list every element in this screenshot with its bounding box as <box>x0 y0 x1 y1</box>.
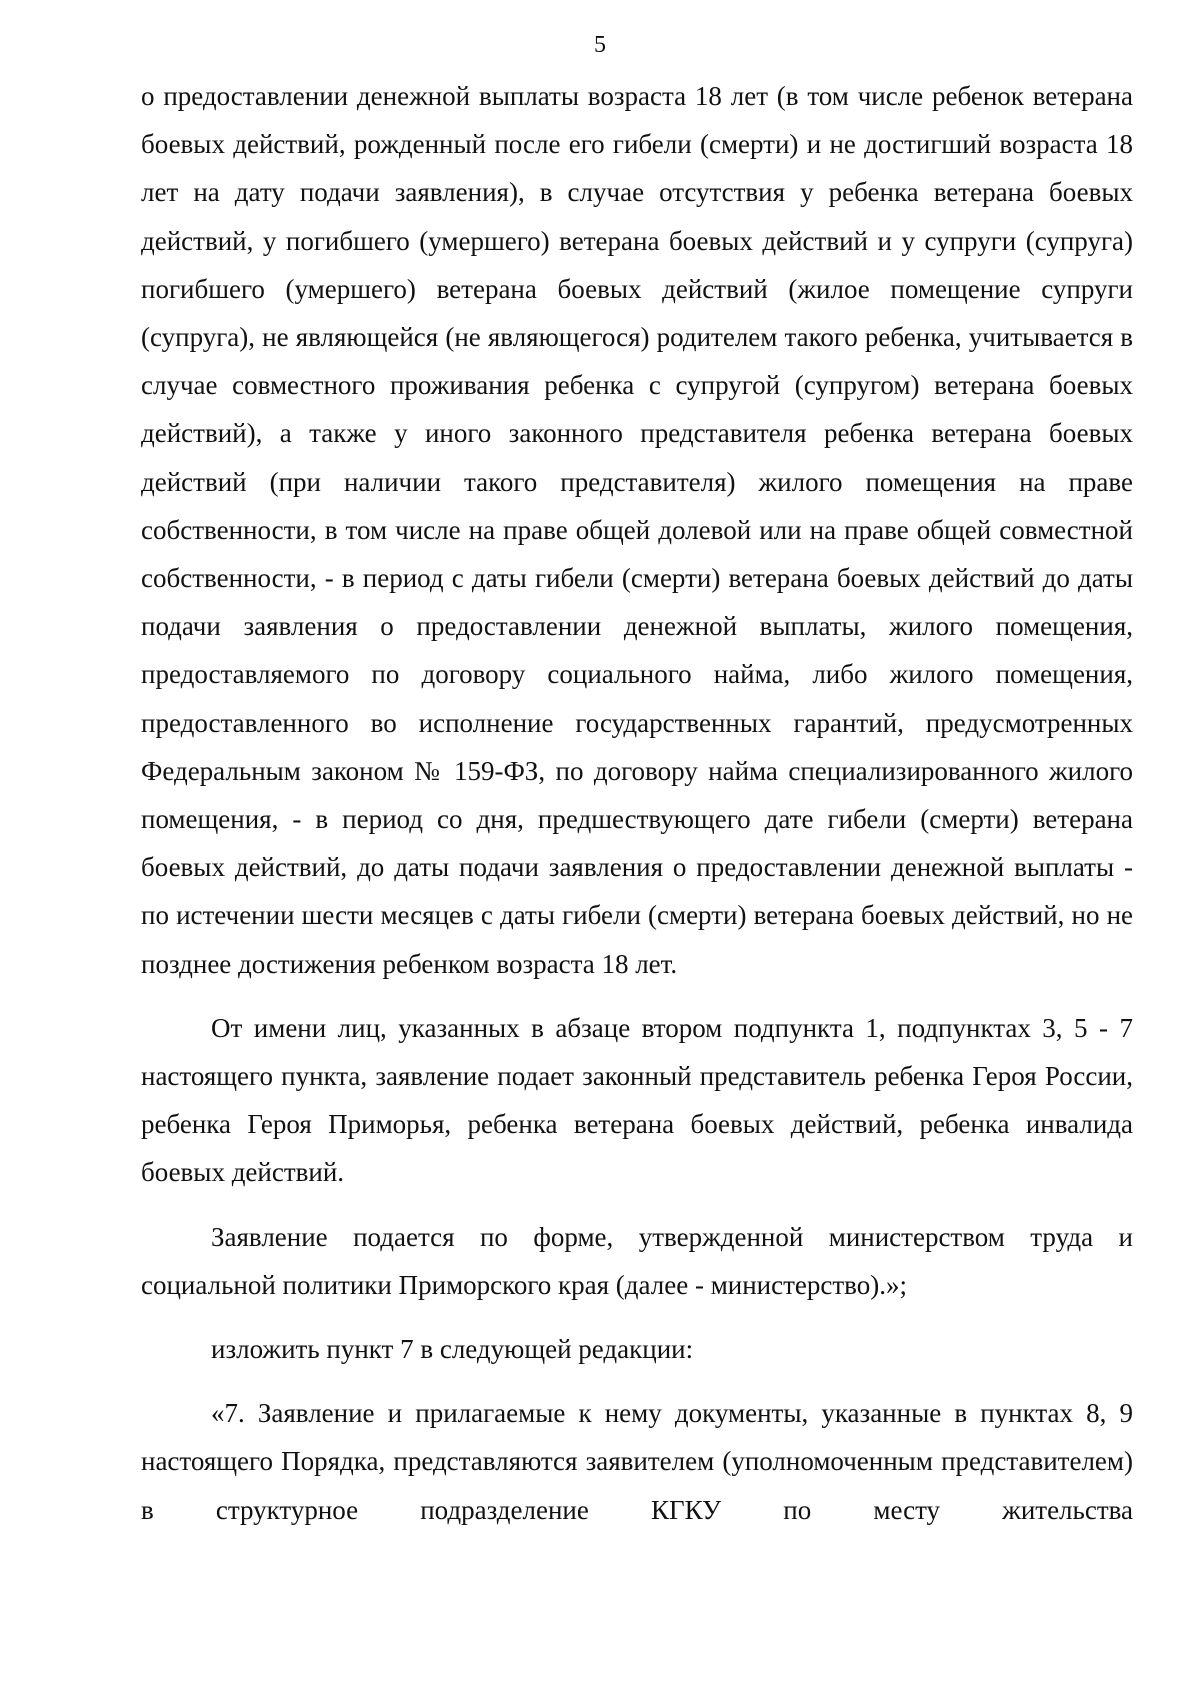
paragraph-4: изложить пункт 7 в следующей редакции: <box>211 1334 694 1365</box>
document-body <box>141 72 1133 1534</box>
paragraph-5: «7. Заявление и прилагаемые к нему документы, указанные в пунктах 8, 9 настоящего Порядка, представляются заявителем (уполномоченным представителем) в структурное подразделение КГКУ по месту жительства <box>141 1398 1133 1525</box>
paragraph-1: о предоставлении денежной выплаты возраста 18 лет (в том числе ребенок ветерана боевых действий, рожденный после его гибели (смерти) и не достигший возраста 18 лет на дату подачи заявления), в случае отсутствия у ребенка ветерана боевых действий, у погибшего (умершего) ветерана боевых действий и у супруги (супруга) погибшего (умершего) ветерана боевых действий (жилое помещение супруги (супруга), не являющейся (не являющегося) родителем такого ребенка, учитывается в случае совместного проживания ребенка с супругой (супругом) ветерана боевых действий), а также у иного законного представителя ребенка ветерана боевых действий (при наличии такого представителя) жилого помещения на праве собственности, в том числе на праве общей долевой или на праве общей совместной собственности, - в период с даты гибели (смерти) ветерана боевых действий до даты подачи заявления о предоставлении денежной выплаты, жилого помещения, предоставляемого по договору социального найма, либо жилого помещения, предоставленного во исполнение государственных гарантий, предусмотренных Федеральным законом № 159-ФЗ, по договору найма специализированного жилого помещения, - в период со дня, предшествующего дате гибели (смерти) ветерана боевых действий, до даты подачи заявления о предоставлении денежной выплаты - по истечении шести месяцев с даты гибели (смерти) ветерана боевых действий, но не позднее достижения ребенком возраста 18 лет. <box>141 81 1133 979</box>
paragraph-2: От имени лиц, указанных в абзаце втором подпункта 1, подпунктах 3, 5 - 7 настоящего пункта, заявление подает законный представитель ребенка Героя России, ребенка Героя Приморья, ребенка ветерана боевых действий, ребенка инвалида боевых действий. <box>141 1012 1133 1188</box>
page-number: 5 <box>594 32 606 58</box>
paragraph-3: Заявление подается по форме, утвержденной министерством труда и социальной политики Приморского края (далее - министерство).»; <box>141 1221 1133 1300</box>
